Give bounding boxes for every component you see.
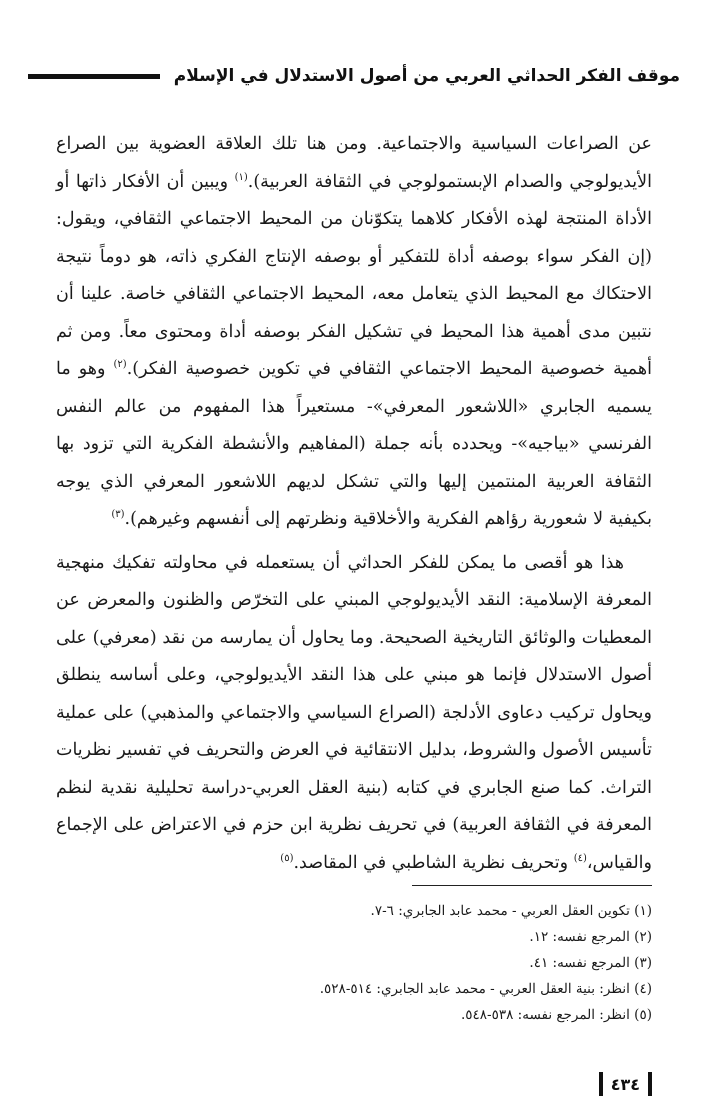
running-title: موقف الفكر الحداثي العربي من أصول الاستدلال في الإسلام — [173, 66, 680, 86]
page-number: ٤٣٤ — [599, 1072, 652, 1096]
paragraph-text: ويبين أن الأفكار ذاتها أو الأداة المنتجة لهذه الأفكار كلاهما يتكوّنان من المحيط الاجتماعي الثقافي، ويقول: (إن الفكر سواء بوصفه أداة للتفكير أو بوصفه الإنتاج الفكري ذاته، هو دوماً نتيجة الاحتكاك مع المحيط الذي يتعامل معه، المحيط الاجتماعي الثقافي خاصة. علينا أن نتبين مدى أهمية هذا المحيط في تشكيل الفكر بوصفه أداة ومحتوى معاً. ومن ثم أهمية خصوصية المحيط الاجتماعي الثقافي في تكوين خصوصية الفكر). — [56, 171, 652, 379]
paragraph — [56, 545, 652, 883]
footnote-separator — [412, 885, 652, 886]
footnote-marker: (٣) — [111, 509, 125, 521]
footnote-marker: (٥) — [280, 852, 294, 864]
header-rule — [28, 74, 160, 79]
main-text — [56, 126, 652, 882]
footnote: (٤) انظر: بنية العقل العربي - محمد عابد الجابري: ٥١٤-٥٢٨. — [319, 981, 652, 997]
paragraph-text: وهو ما يسميه الجابري «اللاشعور المعرفي»- مستعيراً هذا المفهوم من عالم النفس الفرنسي «بياجيه»- ويحدده بأنه جملة (المفاهيم والأنشطة الفكرية التي تزود بها الثقافة العربية المنتمين إليها والتي تشكل لديهم اللاشعور المعرفي الذي يوجه بكيفية لا شعورية رؤاهم الفكرية والأخلاقية ونظرتهم إلى أنفسهم وغيرهم). — [56, 359, 652, 529]
footnote-marker: (٤) — [573, 852, 587, 864]
footnote: (٢) المرجع نفسه: ١٢. — [529, 929, 652, 945]
running-header — [28, 60, 680, 92]
footnote: (٣) المرجع نفسه: ٤١. — [529, 955, 652, 971]
footnote: (٥) انظر: المرجع نفسه: ٥٣٨-٥٤٨. — [460, 1007, 652, 1023]
paragraph-text: هذا هو أقصى ما يمكن للفكر الحداثي أن يستعمله في محاولته تفكيك منهجية المعرفة الإسلامية: النقد الأيديولوجي المبني على التخرّص والظنون والمعرض عن المعطيات والوثائق التاريخية الصحيحة. وما يحاول أن يمارسه من نقد (معرفي) على أصول الاستدلال فإنما هو مبني على هذا النقد الأيديولوجي، وعلى أساسه ينطلق ويحاول تركيب دعاوى الأدلجة (الصراع السياسي والاجتماعي والمذهبي) على عملية تأسيس الأصول والشروط، بدليل الانتقائية في العرض والتحريف في تفسير نظريات التراث. كما صنع الجابري في كتابه (بنية العقل العربي-دراسة تحليلية نقدية لنظم المعرفة في الثقافة العربية) في تحريف نظرية ابن حزم في الاعتراض على الإجماع والقياس، — [56, 552, 652, 873]
paragraph — [56, 126, 652, 539]
footnote: (١) تكوين العقل العربي - محمد عابد الجابري: ٦-٧. — [370, 903, 652, 919]
footnotes — [56, 898, 652, 1028]
paragraph-text: وتحريف نظرية الشاطبي في المقاصد. — [293, 852, 574, 873]
paragraph-text: عن الصراعات السياسية والاجتماعية. ومن هنا تلك العلاقة العضوية بين الصراع الأيديولوجي والصدام الإبستمولوجي في الثقافة العربية). — [56, 134, 652, 192]
footnote-marker: (٢) — [113, 359, 127, 371]
footnote-marker: (١) — [234, 171, 248, 183]
